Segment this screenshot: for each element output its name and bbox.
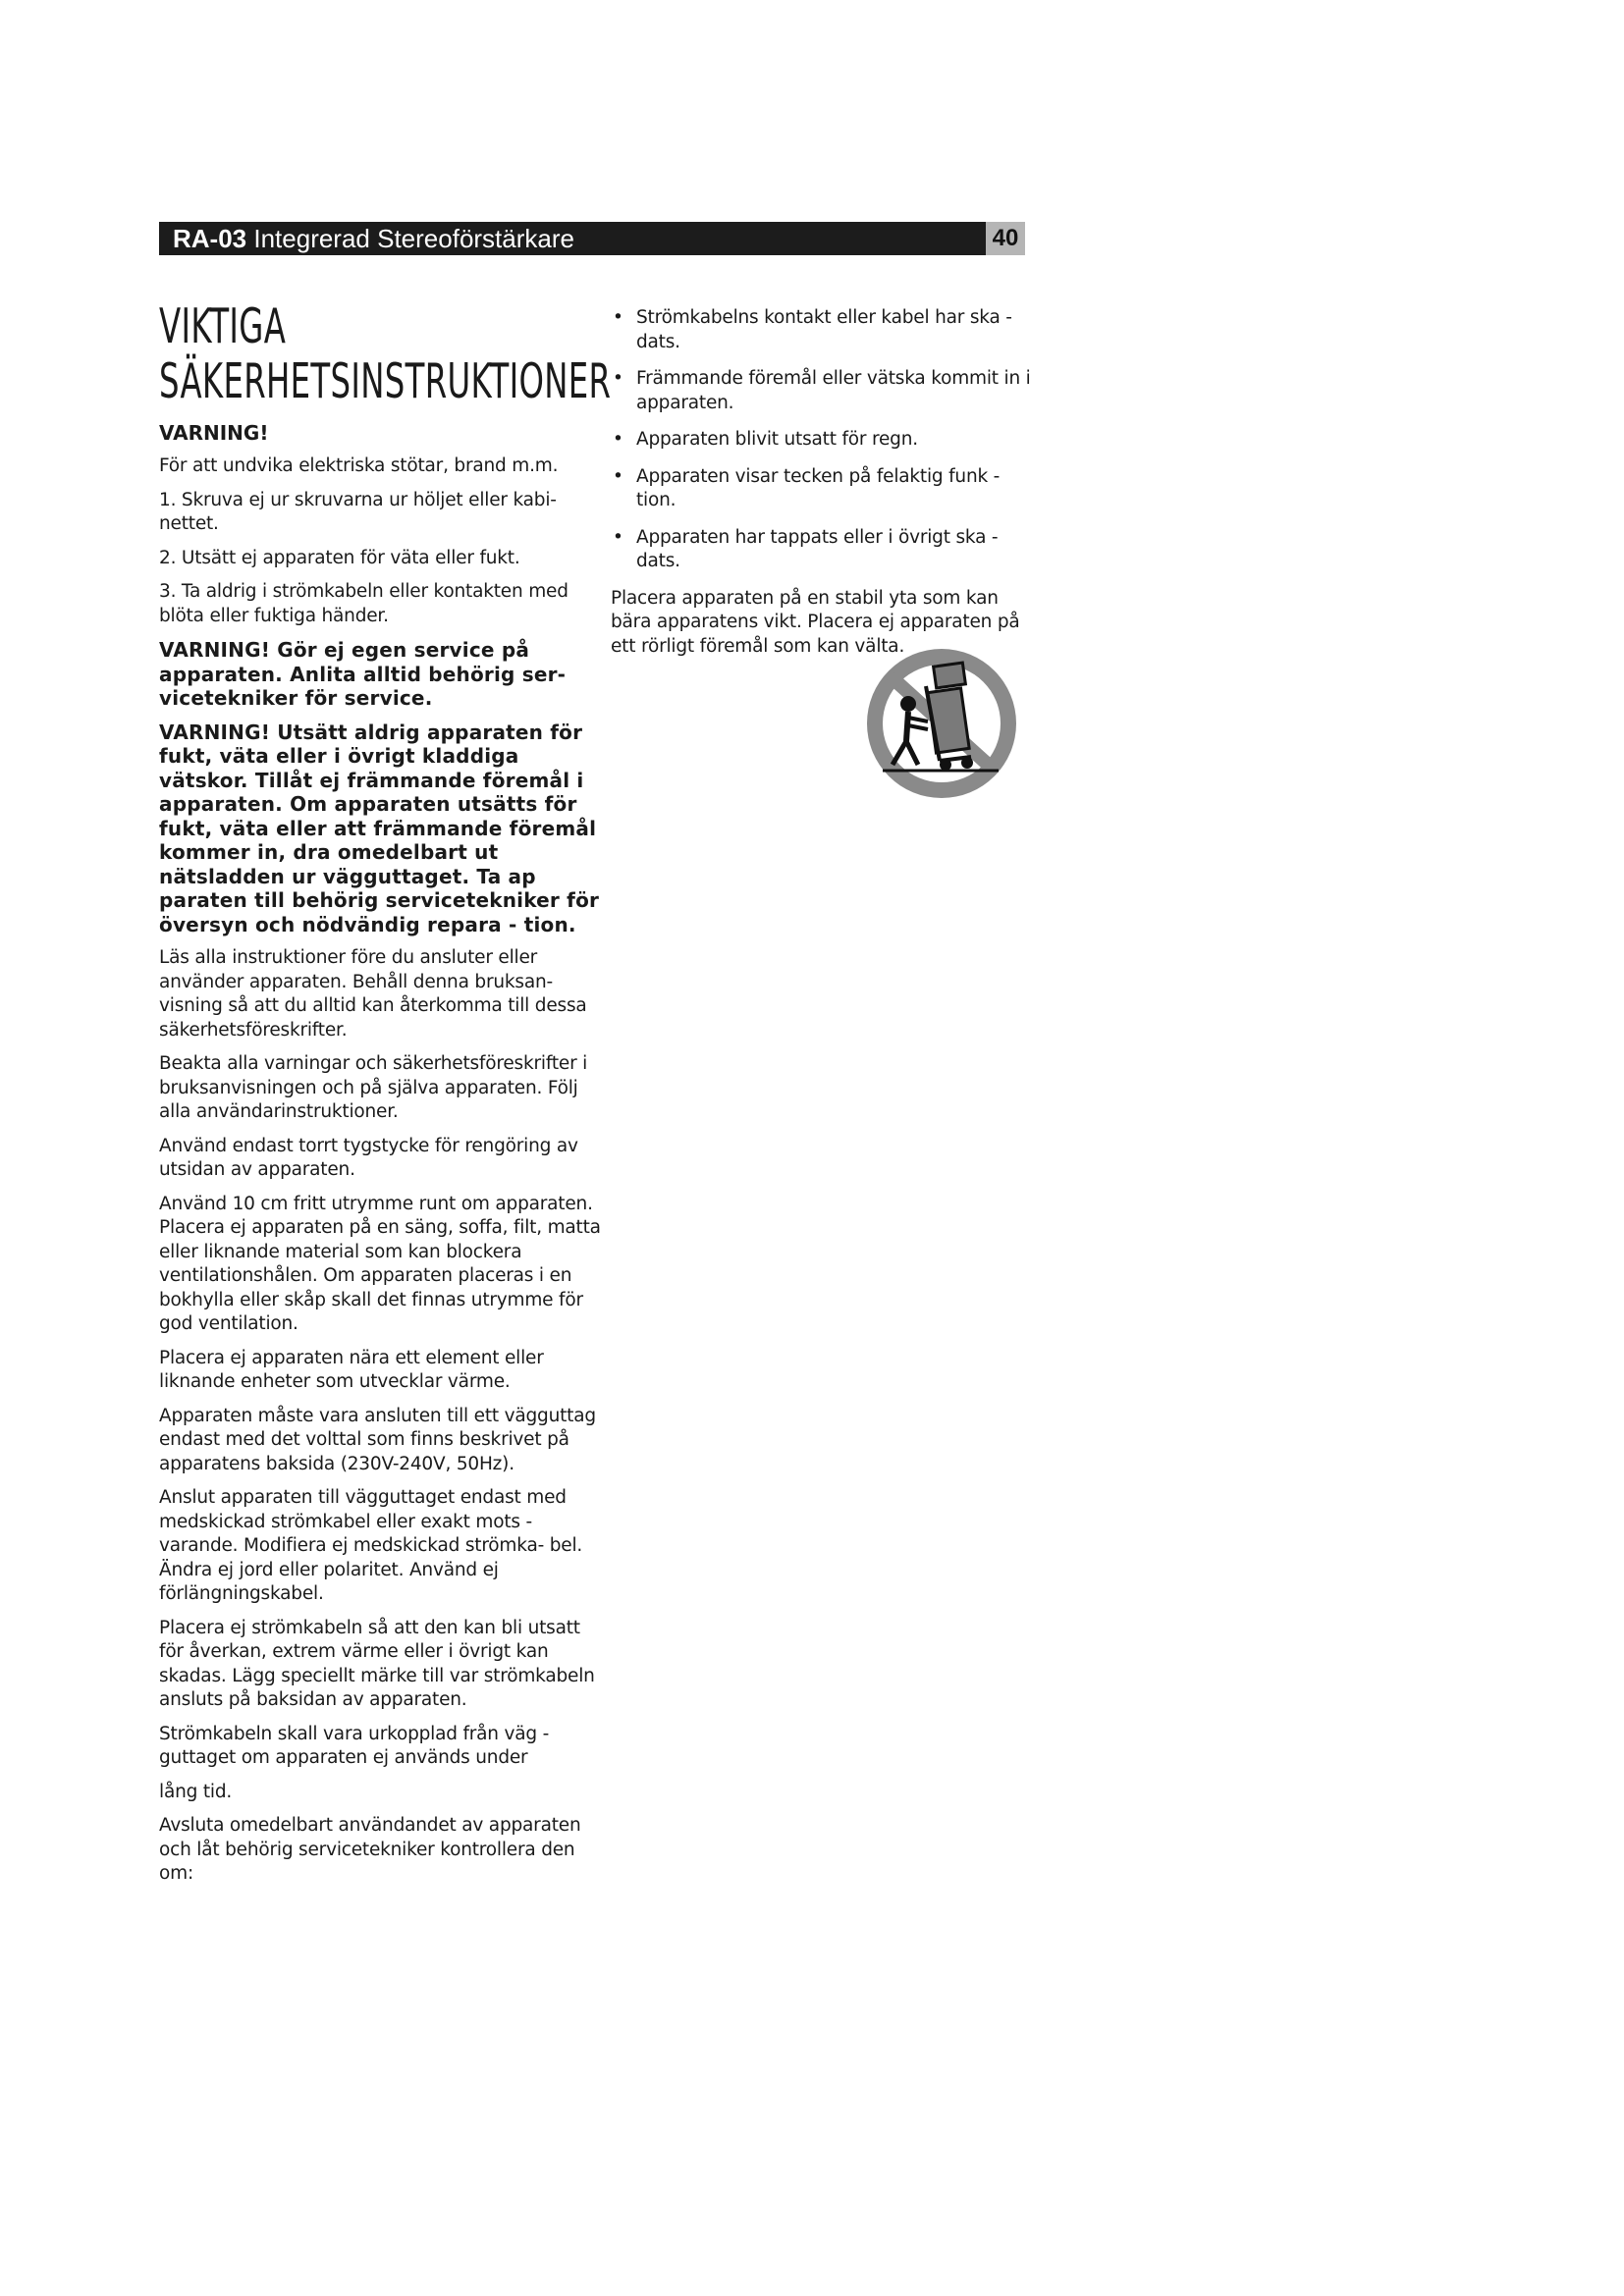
warning-heading: VARNING! — [159, 421, 269, 445]
bullet-icon: • — [613, 368, 623, 389]
para-read-instructions: Läs alla instruktioner före du ansluter eller använder apparaten. Behåll denna bruksan- visning så att du alltid kan återkomma till dessa säkerhetsföreskrifter. — [159, 947, 587, 1041]
document-subtitle: Integrerad Stereoförstärkare — [246, 224, 574, 253]
list-item: • Apparaten har tappats eller i övrigt ska - dats. — [613, 526, 999, 571]
right-column — [611, 306, 1043, 668]
model-name: RA-03 — [173, 224, 247, 253]
page-number: 40 — [986, 222, 1025, 255]
para-observe-warnings: Beakta alla varningar och säkerhetsföreskrifter i bruksanvisningen och på själva apparaten. Följ alla användarinstruktioner. — [159, 1053, 588, 1122]
intro-text: För att undvika elektriska stötar, brand m.m. — [159, 455, 559, 476]
para-heat: Placera ej apparaten nära ett element eller liknande enheter som utvecklar värme. — [159, 1347, 544, 1392]
para-voltage: Apparaten måste vara ansluten till ett vägguttag endast med det volttal som finns beskrivet på apparatens baksida (230V-240V, 50Hz). — [159, 1405, 596, 1474]
para-cable-placement: Placera ej strömkabeln så att den kan bli utsatt för åverkan, extrem värme eller i övrigt kan skadas. Lägg speciellt märke till var strömkabeln ansluts på baksidan av apparaten. — [159, 1617, 595, 1710]
bullet-icon: • — [613, 526, 623, 548]
list-item: • Apparaten visar tecken på felaktig funk - tion. — [613, 465, 1001, 510]
left-column — [159, 298, 612, 1896]
cart-tip-over-warning-icon — [861, 643, 1023, 805]
list-item: • Strömkabelns kontakt eller kabel har ska - dats. — [613, 307, 1012, 352]
warning-service: VARNING! Gör ej egen service på apparaten. Anlita alltid behörig ser- vicetekniker för service. — [159, 638, 567, 710]
list-item: • Apparaten blivit utsatt för regn. — [611, 428, 1043, 453]
bullet-icon: • — [613, 307, 623, 328]
para-power-cable: Anslut apparaten till vägguttaget endast med medskickad strömkabel eller exakt mots - varande. Modifiera ej medskickad strömka- bel. Ändra ej jord eller polaritet. Använd ej förlängningskabel. — [159, 1487, 583, 1604]
bullet-icon: • — [613, 465, 623, 487]
rule-2: 2. Utsätt ej apparaten för väta eller fukt. — [159, 547, 520, 568]
rule-1: 1. Skruva ej ur skruvarna ur höljet eller kabi- nettet. — [159, 489, 557, 534]
title-line-2: SÄKERHETSINSTRUKTIONER — [159, 353, 612, 409]
header-bar — [159, 222, 986, 255]
damage-conditions-list — [611, 306, 1043, 574]
placement-text: Placera apparaten på en stabil yta som kan bära apparatens vikt. Placera ej apparaten på ett rörligt föremål som kan välta. — [611, 587, 1020, 657]
para-ventilation: Använd 10 cm fritt utrymme runt om apparaten. Placera ej apparaten på en säng, soffa, filt, matta eller liknande material som kan blockera ventilationshålen. Om apparaten placeras i en bokhylla eller skåp skall det finnas utrymme för god ventilation. — [159, 1193, 601, 1334]
warning-moisture: VARNING! Utsätt aldrig apparaten för fukt, väta eller i övrigt kladdiga vätskor. Tillåt ej främmande föremål i apparaten. Om apparaten utsätts för fukt, väta eller att främmande föremål kommer in, dra omedelbart ut nätsladden ur vägguttaget. Ta ap paraten till behörig servicetekniker för översyn och nödvändig repara - tion. — [159, 720, 600, 936]
title-line-1: VIKTIGA — [159, 298, 287, 354]
para-long-time: lång tid. — [159, 1781, 233, 1802]
para-unplug: Strömkabeln skall vara urkopplad från väg - guttaget om apparaten ej används under — [159, 1723, 550, 1768]
bullet-icon: • — [613, 429, 623, 450]
para-cleaning: Använd endast torrt tygstycke för rengöring av utsidan av apparaten. — [159, 1135, 578, 1180]
page-title — [159, 298, 612, 415]
rule-3: 3. Ta aldrig i strömkabeln eller kontakten med blöta eller fuktiga händer. — [159, 581, 568, 626]
para-stop-use: Avsluta omedelbart användandet av apparaten och låt behörig servicetekniker kontrollera den om: — [159, 1815, 581, 1884]
list-item: • Främmande föremål eller vätska kommit in i apparaten. — [613, 368, 1031, 413]
